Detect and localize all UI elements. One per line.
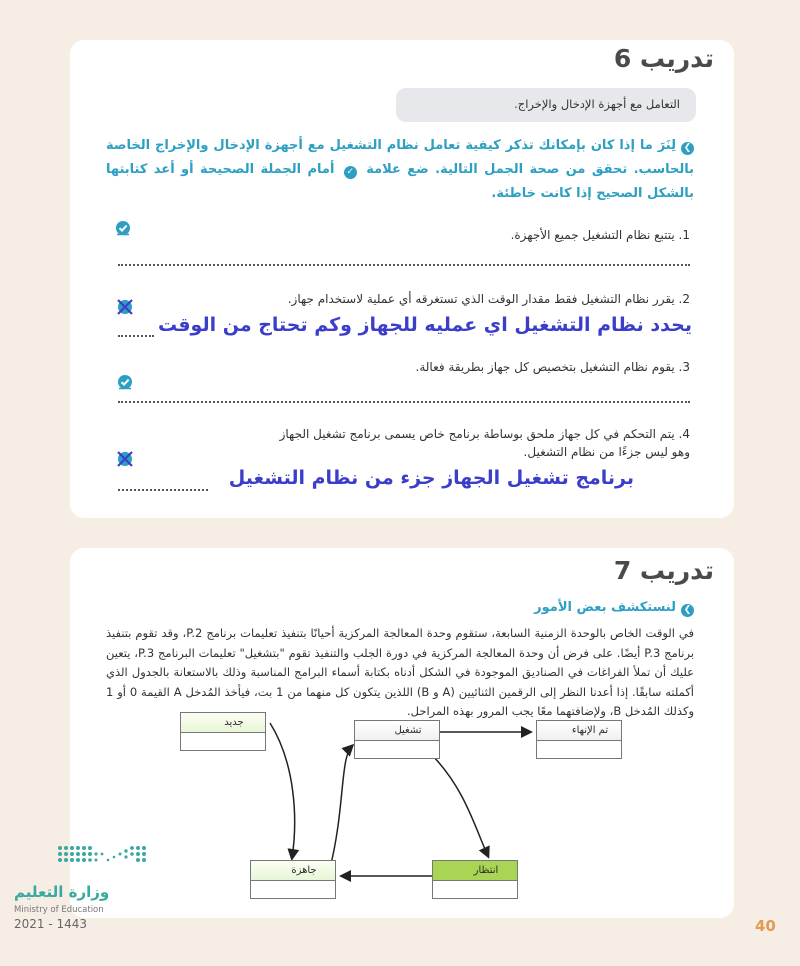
- state-fill-blank-new[interactable]: [180, 733, 266, 751]
- exercise-7-card: [70, 548, 734, 918]
- handwritten-answer-2: يحدد نظام التشغيل اي عمليه للجهاز وكم تحتاج من الوقت: [158, 314, 692, 336]
- instruction-text-2: أمام الجملة الصحيحة أو أعد كتابتها بالشكل الصحيح إذا كانت خاطئة.: [106, 162, 694, 201]
- exercise-6-title: تدريب 6: [613, 44, 714, 73]
- correct-mark-icon: [114, 219, 132, 237]
- statement-1: 1. يتتبع نظام التشغيل جميع الأجهزة.: [510, 228, 690, 242]
- statement-4: [280, 425, 690, 461]
- answer-line-3: [118, 401, 690, 403]
- wrong-mark-icon: [116, 450, 134, 468]
- edition-year: 2021 - 1443: [14, 917, 88, 931]
- state-label-waiting: انتظار: [432, 860, 518, 881]
- chevron-bullet-icon: ❯: [681, 142, 694, 155]
- ministry-logo-icon: [12, 843, 162, 873]
- statement-4-line-1: 4. يتم التحكم في كل جهاز ملحق بوساطة برنامج خاص يسمى برنامج تشغيل الجهاز: [279, 427, 690, 441]
- wrong-mark-icon: [116, 298, 134, 316]
- exercise-7-subtitle: [534, 600, 694, 617]
- state-label-running: تشغيل: [354, 720, 440, 741]
- state-label-terminated: تم الإنهاء: [536, 720, 622, 741]
- state-label-new: جديد: [180, 712, 266, 733]
- state-fill-blank-waiting[interactable]: [432, 881, 518, 899]
- exercise-7-title: تدريب 7: [613, 556, 714, 585]
- state-box-waiting: [432, 860, 518, 899]
- state-box-new: [180, 712, 266, 751]
- check-mark-icon: ✓: [344, 166, 357, 179]
- state-box-ready: [250, 860, 336, 899]
- handwritten-answer-4: برنامج تشغيل الجهاز جزء من نظام التشغيل: [228, 467, 634, 489]
- answer-line-4: [118, 489, 208, 491]
- statement-3: 3. يقوم نظام التشغيل بتخصيص كل جهاز بطريقة فعالة.: [415, 360, 690, 374]
- state-box-running: [354, 720, 440, 759]
- answer-line-1: [118, 264, 690, 266]
- page-number: 40: [755, 917, 776, 935]
- state-fill-blank-running[interactable]: [354, 741, 440, 759]
- ministry-name-arabic: وزارة التعليم: [14, 883, 110, 901]
- answer-line-2: [118, 335, 154, 337]
- exercise-6-card: [70, 40, 734, 518]
- statement-2: 2. يقرر نظام التشغيل فقط مقدار الوقت الذي تستغرقه أي عملية لاستخدام جهاز.: [287, 292, 690, 306]
- state-box-terminated: [536, 720, 622, 759]
- chevron-bullet-icon: ❯: [681, 604, 694, 617]
- state-fill-blank-ready[interactable]: [250, 881, 336, 899]
- statement-4-line-2: وهو ليس جزءًا من نظام التشغيل.: [523, 445, 690, 459]
- ministry-name-english: Ministry of Education: [14, 905, 104, 915]
- exercise-6-instruction: [106, 134, 694, 206]
- exercise-7-subtitle-text: لنستكشف بعض الأمور: [534, 600, 676, 615]
- state-fill-blank-terminated[interactable]: [536, 741, 622, 759]
- correct-mark-icon: [116, 373, 134, 391]
- instruction-text-1: لِنَرَ ما إذا كان بإمكانك تذكر كيفية تعامل نظام التشغيل مع أجهزة الإدخال والإخراج الخاصة بالحاسب. تحقق من صحة الجمل التالية. ضع علامة: [106, 138, 694, 177]
- exercise-7-paragraph: في الوقت الخاص بالوحدة الزمنية السابعة، ستقوم وحدة المعالجة المركزية أحيانًا بتنفيذ تعليمات برنامج P.2، وقد تقوم بتنفيذ برنامج P.3 أيضًا. على فرض أن وحدة المعالجة المركزية في دورة الجلب والتنفيذ تقوم "بتشغيل" تعليمات البرنامج P.3، يتعين عليك أن تملأ الفراغات في الصناديق الموجودة في الشكل أدناه بكتابة أسماء البرامج المناسبة وذلك بالاستعانة بالجدول الذي أكملته سابقًا. إذا أعدنا النظر إلى الرقمين الثنائيين (A و B) اللذين يتكون كل منهما من 1 بت، فيأخذ المُدخل A القيمة 0 أو 1 وكذلك المُدخل B، ولإضافتهما معًا يجب المرور بهذه المراحل.: [106, 626, 694, 718]
- exercise-6-topic: التعامل مع أجهزة الإدخال والإخراج.: [396, 88, 696, 122]
- state-label-ready: جاهزة: [250, 860, 336, 881]
